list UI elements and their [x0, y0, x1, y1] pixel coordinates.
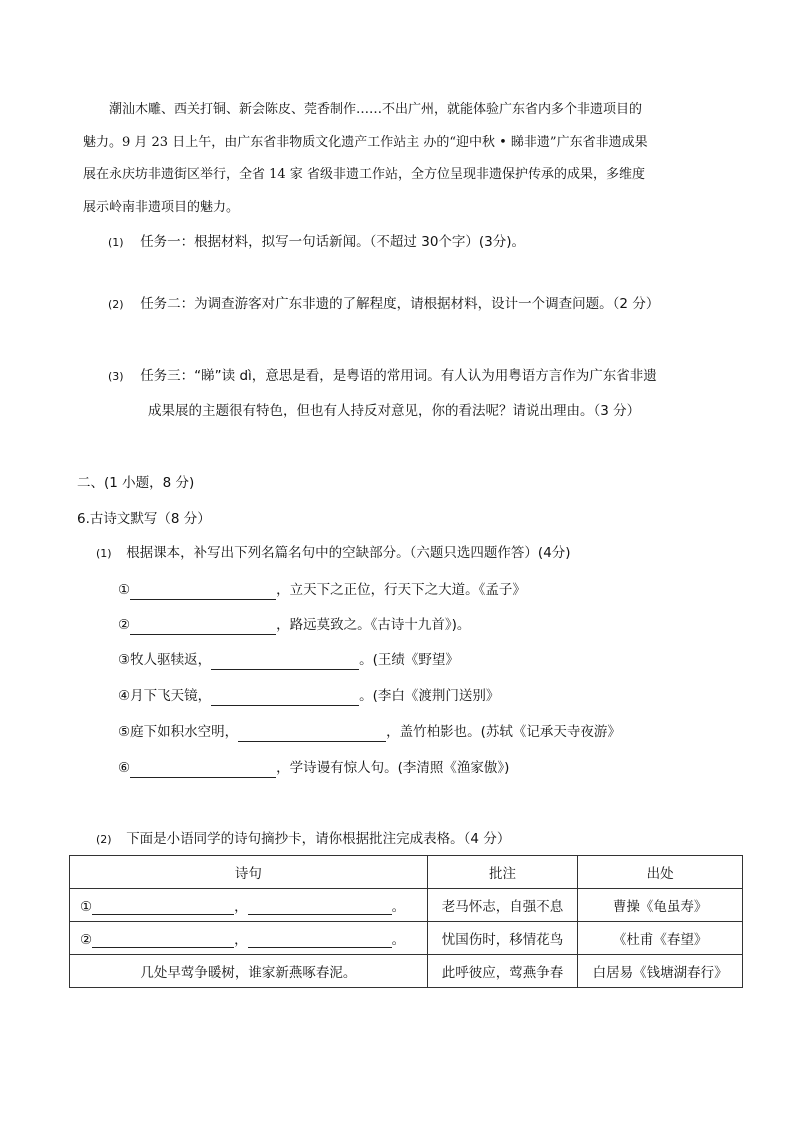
table-header-row	[70, 856, 743, 889]
intro-paragraph	[83, 94, 723, 224]
answer-blank[interactable]	[248, 898, 392, 915]
task-2-text: 任务二：为调查游客对广东非遗的了解程度，请根据材料，设计一个调查问题。（2 分）	[140, 296, 660, 312]
annotation-cell: 忧国伤时，移情花鸟	[427, 922, 578, 955]
fill-item-mark: ②	[118, 617, 131, 633]
header-source: 出处	[578, 856, 743, 889]
table-row	[70, 955, 743, 988]
fill-item-mark: ⑤	[118, 724, 131, 740]
fill-item-text-after: 。(王绩《野望》	[359, 652, 459, 668]
fill-item-2	[118, 615, 470, 635]
fill-item-text-after: 。(李白《渡荆门送别》	[359, 688, 500, 704]
row-mark: ②	[80, 932, 93, 948]
fill-item-text-before: 庭下如积水空明，	[130, 724, 239, 740]
fill-item-4	[118, 686, 499, 706]
answer-blank[interactable]	[248, 931, 392, 948]
answer-blank[interactable]	[238, 725, 386, 742]
task-1-number: (1)	[108, 236, 124, 249]
header-poem: 诗句	[70, 856, 428, 889]
part-1-number: (1)	[96, 547, 112, 560]
answer-blank[interactable]	[92, 931, 234, 948]
intro-line-2: 魅力。9 月 23 日上午，由广东省非物质文化遗产工作站主 办的“迎中秋 • 睇非遗”广东省非遗成果	[83, 134, 648, 150]
answer-blank[interactable]	[130, 761, 276, 778]
source-cell: 《杜甫《春望》	[578, 922, 743, 955]
poem-cell	[70, 889, 428, 922]
source-cell: 曹操《龟虽寿》	[578, 889, 743, 922]
section-2-heading: 二、(1 小题，8 分)	[77, 475, 195, 491]
annotation-cell: 老马怀志，自强不息	[427, 889, 578, 922]
answer-blank[interactable]	[92, 898, 234, 915]
fill-item-text-after: ，立天下之正位，行天下之大道。《孟子》	[276, 582, 526, 598]
intro-line-3: 展在永庆坊非遗街区举行，全省 14 家 省级非遗工作站，全方位呈现非遗保护传承的成果，多维度	[83, 167, 645, 182]
fill-item-mark: ④	[118, 688, 131, 704]
part-1-text: 根据课本，补写出下列名篇名句中的空缺部分。（六题只选四题作答）(4分)	[126, 545, 571, 561]
part-2-prompt	[96, 829, 510, 850]
fill-item-text-before: 牧人驱犊返，	[130, 652, 212, 668]
row-separator: ，	[234, 932, 248, 948]
answer-blank[interactable]	[211, 653, 359, 670]
answer-blank[interactable]	[130, 618, 276, 635]
fill-item-text-after: ，学诗谩有惊人句。(李清照《渔家傲》)	[276, 760, 510, 776]
intro-line-1: 潮汕木雕、西关打铜、新会陈皮、莞香制作……不出广州，就能体验广东省内多个非遗项目的	[109, 102, 643, 117]
task-2-number: (2)	[108, 298, 124, 311]
poem-excerpt-table	[69, 855, 743, 988]
task-1-text: 任务一：根据材料，拟写一句话新闻。（不超过 30个字）(3分)。	[140, 234, 526, 250]
part-2-number: (2)	[96, 833, 112, 846]
fill-item-text-after: ，盖竹柏影也。(苏轼《记承天寺夜游》	[386, 724, 621, 740]
task-3	[108, 366, 657, 387]
annotation-cell: 此呼彼应，莺燕争春	[427, 955, 578, 988]
row-end: 。	[391, 932, 406, 948]
table-row	[70, 922, 743, 955]
answer-blank[interactable]	[211, 689, 359, 706]
fill-item-mark: ①	[118, 582, 131, 598]
task-3-text: 任务三：“睇”读 dì，意思是看，是粤语的常用词。有人认为用粤语方言作为广东省非遗	[140, 368, 657, 384]
part-2-text: 下面是小语同学的诗句摘抄卡，请你根据批注完成表格。（4 分）	[126, 831, 511, 847]
header-annotation: 批注	[427, 856, 578, 889]
poem-cell	[70, 922, 428, 955]
intro-line-4: 展示岭南非遗项目的魅力。	[83, 199, 240, 215]
row-end: 。	[391, 899, 406, 915]
row-separator: ，	[234, 899, 248, 915]
task-3-number: (3)	[108, 370, 124, 383]
task-3-continuation: 成果展的主题很有特色，但也有人持反对意见，你的看法呢？请说出理由。（3 分）	[148, 403, 641, 419]
table-row	[70, 889, 743, 922]
fill-item-6	[118, 758, 509, 778]
fill-item-text-before: 月下飞天镜，	[130, 688, 212, 704]
fill-item-mark: ⑥	[118, 760, 131, 776]
source-cell: 白居易《钱塘湖春行》	[578, 955, 743, 988]
fill-item-3	[118, 650, 459, 670]
fill-item-mark: ③	[118, 652, 131, 668]
fill-item-5	[118, 722, 621, 742]
task-2	[108, 294, 659, 315]
fill-item-1	[118, 580, 526, 600]
fill-item-text-after: ，路远莫致之。《古诗十九首》)。	[276, 617, 471, 633]
poem-cell: 几处早莺争暖树，谁家新燕啄春泥。	[70, 955, 428, 988]
answer-blank[interactable]	[130, 583, 276, 600]
task-1	[108, 232, 525, 253]
question-6-title: 6.古诗文默写（8 分）	[77, 511, 211, 527]
part-1-prompt	[96, 543, 571, 564]
row-mark: ①	[80, 899, 93, 915]
